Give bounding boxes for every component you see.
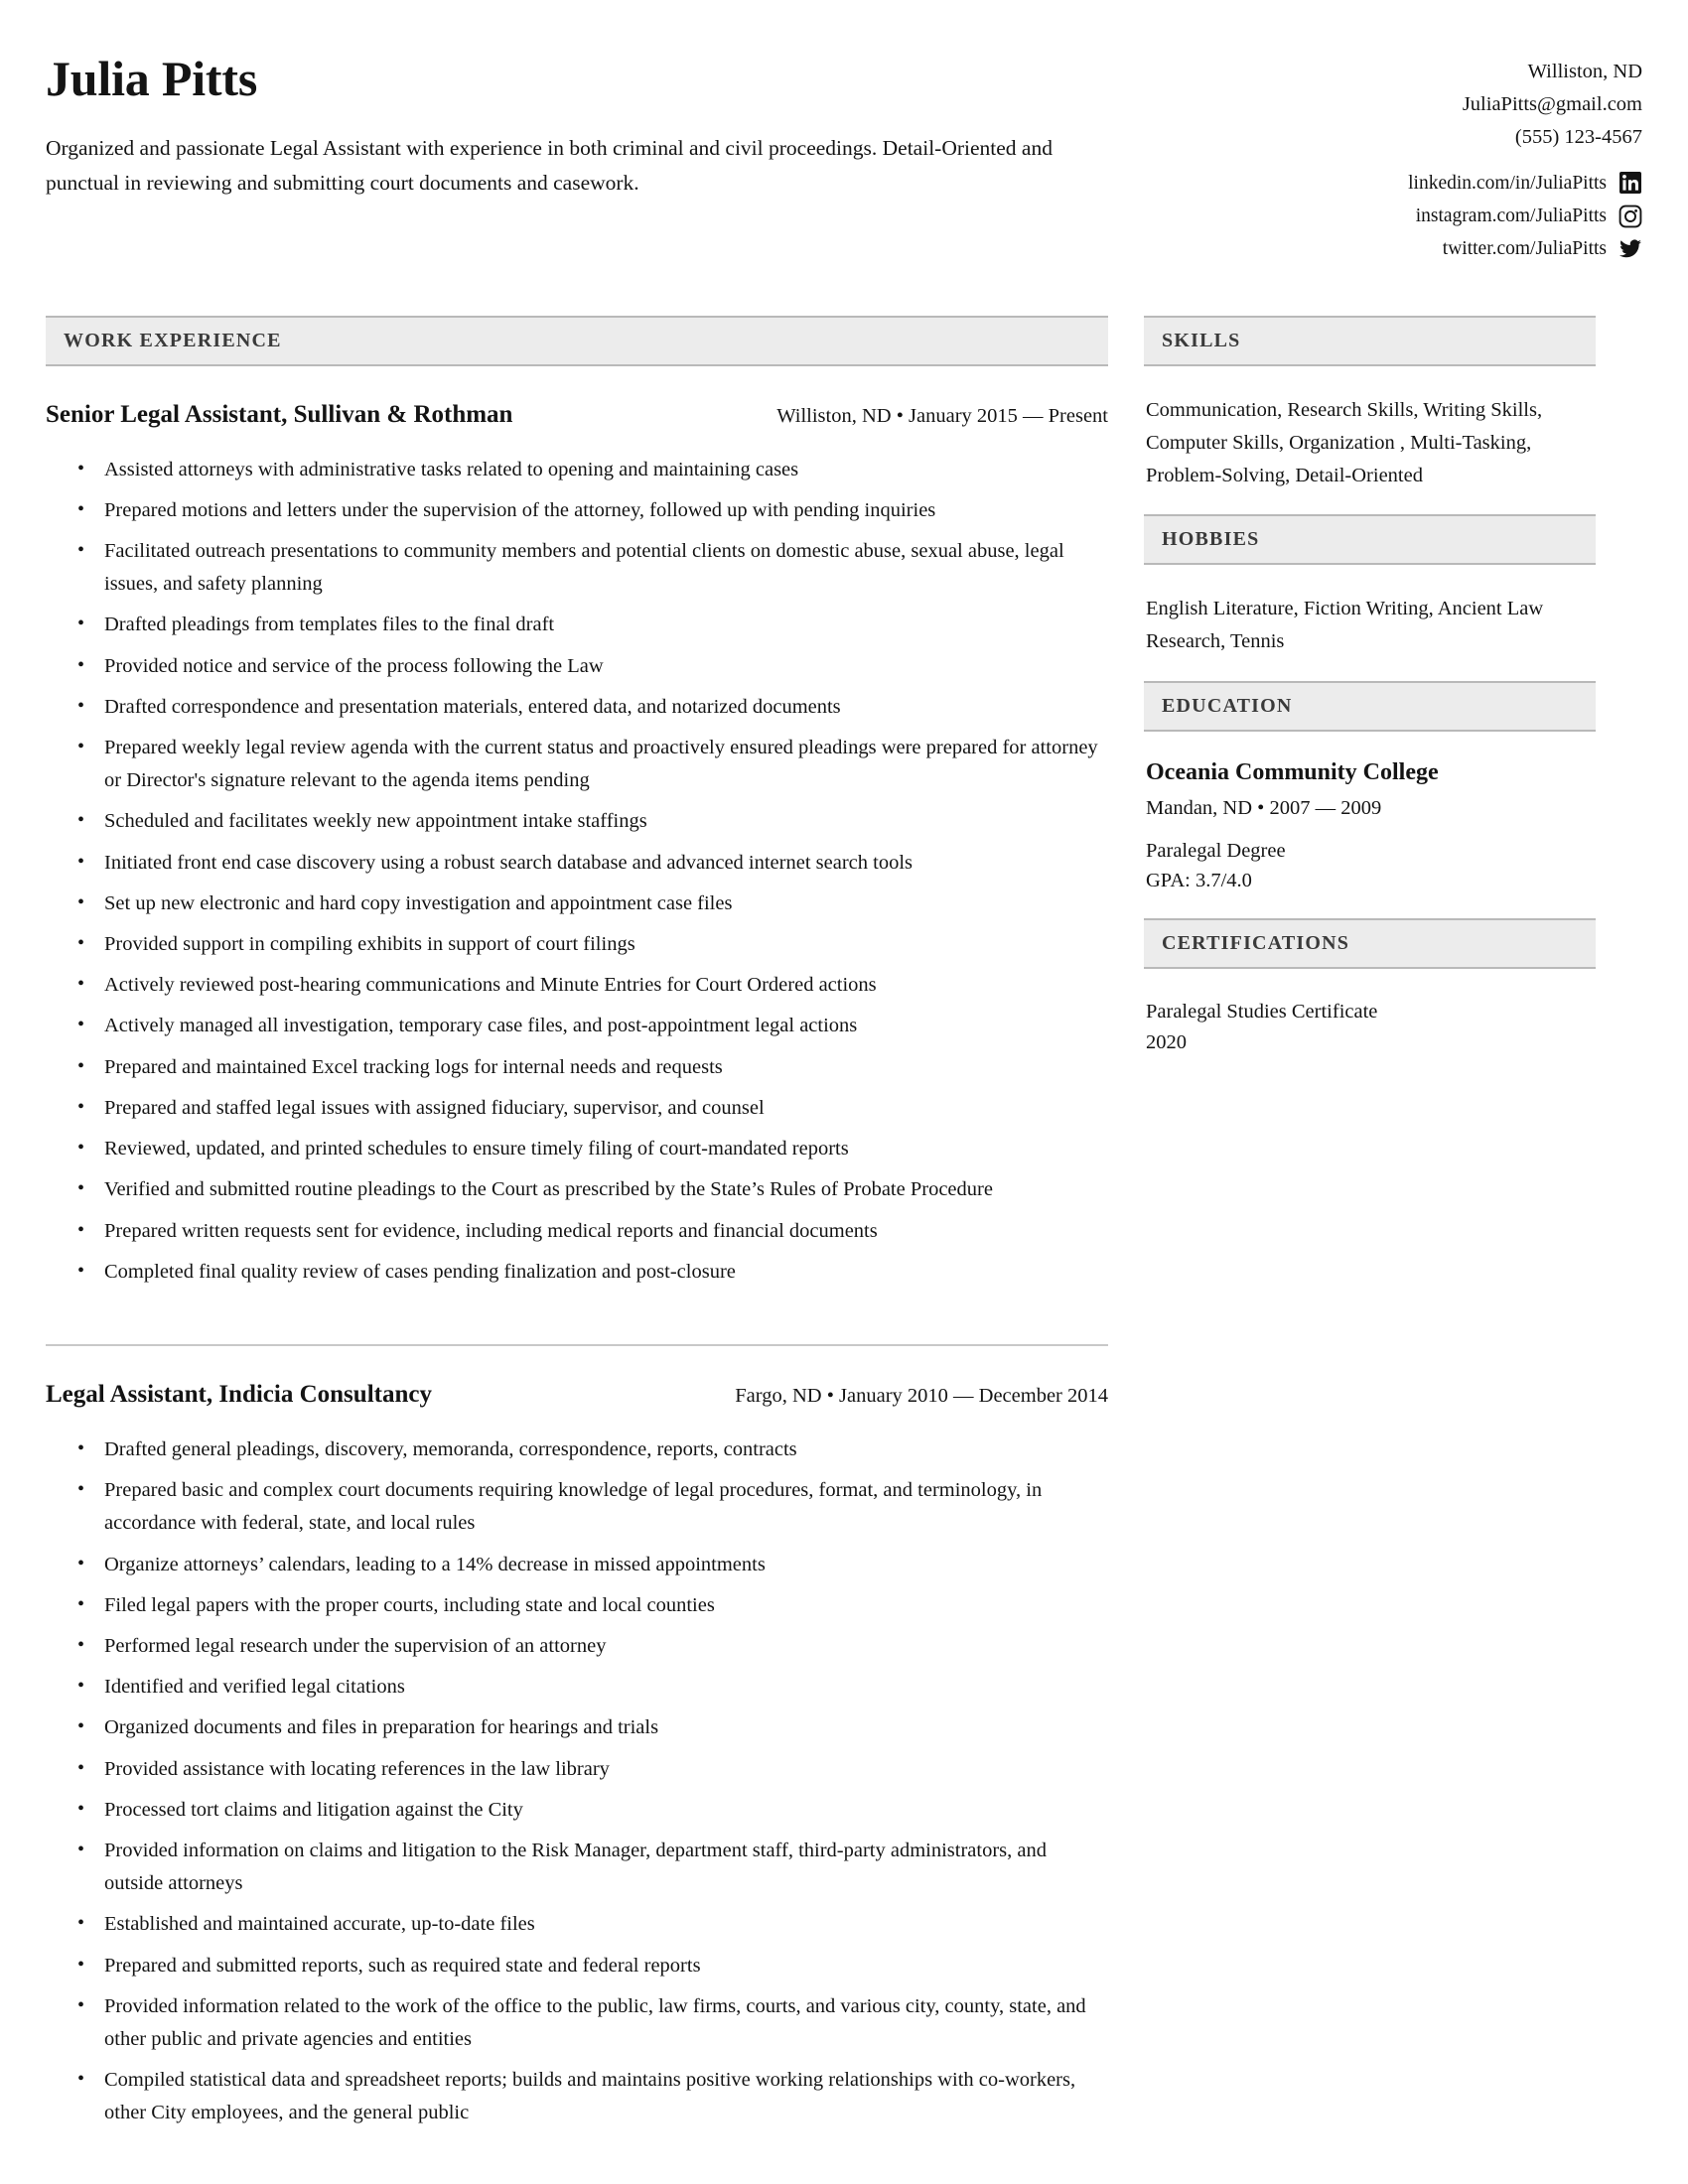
section-header-skills <box>1144 316 1596 366</box>
certification-name: Paralegal Studies Certificate <box>1146 1000 1378 1023</box>
job-title: Legal Assistant, Indicia Consultancy <box>46 1380 432 1408</box>
job-bullet: • Completed final quality review of cases pending finalization and post-closure <box>75 1256 1108 1289</box>
job-bullet: • Established and maintained accurate, up-to-date files <box>75 1908 1108 1941</box>
section-title: SKILLS <box>1162 329 1241 351</box>
job-bullet: • Prepared weekly legal review agenda with the current status and proactively ensured pleadings were prepared for attorney or Director's signature relevant to the agenda items pending <box>75 732 1108 797</box>
sidebar-section-certifications <box>1144 918 1596 1058</box>
section-header-work-experience <box>46 316 1108 366</box>
social-link-twitter[interactable] <box>1176 236 1642 261</box>
job-bullet: • Organize attorneys’ calendars, leading to a 14% decrease in missed appointments <box>75 1549 1108 1581</box>
education-meta: Mandan, ND • 2007 — 2009 <box>1146 796 1382 819</box>
job-bullet: • Prepared and staffed legal issues with assigned fiduciary, supervisor, and counsel <box>75 1092 1108 1125</box>
skills-list: Communication, Research Skills, Writing Skills, Computer Skills, Organization , Multi-Tasking, Problem-Solving, Detail-Oriented <box>1146 398 1543 487</box>
job-bullet: • Organized documents and files in preparation for hearings and trials <box>75 1711 1108 1744</box>
page-title: Julia Pitts <box>46 51 258 106</box>
certification-entry <box>1144 969 1596 1058</box>
section-header-education <box>1144 681 1596 732</box>
social-link-label: twitter.com/JuliaPitts <box>1442 238 1607 260</box>
sidebar-section-hobbies <box>1144 514 1596 658</box>
job-meta: Fargo, ND • January 2010 — December 2014 <box>735 1384 1108 1407</box>
job-header <box>46 400 1108 430</box>
job-bullet: • Prepared and submitted reports, such as required state and federal reports <box>75 1950 1108 1982</box>
job-bullet: • Provided information related to the work of the office to the public, law firms, courts, and various city, county, state, and other public and private agencies and entities <box>75 1990 1108 2056</box>
job-bullet: • Drafted pleadings from templates files to the final draft <box>75 609 1108 641</box>
job-meta: Williston, ND • January 2015 — Present <box>776 404 1108 427</box>
certification-year: 2020 <box>1146 1030 1187 1053</box>
contact-email[interactable]: JuliaPitts@gmail.com <box>1462 93 1642 116</box>
instagram-icon <box>1618 205 1642 228</box>
job-bullet: • Identified and verified legal citations <box>75 1671 1108 1704</box>
resume-body <box>46 316 1642 2138</box>
job-bullet: • Reviewed, updated, and printed schedules to ensure timely filing of court-mandated reports <box>75 1133 1108 1165</box>
education-entry <box>1144 732 1596 896</box>
job-bullet: • Assisted attorneys with administrative tasks related to opening and maintaining cases <box>75 454 1108 486</box>
job-entry <box>46 1346 1108 2130</box>
sidebar-section-skills <box>1144 316 1596 493</box>
job-bullet: • Prepared and maintained Excel tracking logs for internal needs and requests <box>75 1051 1108 1084</box>
job-bullet: • Prepared motions and letters under the supervision of the attorney, followed up with pending inquiries <box>75 494 1108 527</box>
twitter-icon <box>1618 237 1642 261</box>
social-link-label: instagram.com/JuliaPitts <box>1415 205 1607 226</box>
job-entry <box>46 366 1108 1289</box>
job-bullet: • Performed legal research under the supervision of an attorney <box>75 1630 1108 1663</box>
job-header <box>46 1380 1108 1410</box>
job-title: Senior Legal Assistant, Sullivan & Rothman <box>46 400 513 428</box>
job-bullet: • Facilitated outreach presentations to community members and potential clients on domestic abuse, sexual abuse, legal issues, and safety planning <box>75 535 1108 601</box>
job-bullet: • Verified and submitted routine pleadings to the Court as prescribed by the State’s Rules of Probate Procedure <box>75 1173 1108 1206</box>
main-column <box>46 316 1108 2138</box>
job-bullet: • Drafted general pleadings, discovery, memoranda, correspondence, reports, contracts <box>75 1433 1108 1466</box>
education-school: Oceania Community College <box>1146 758 1439 785</box>
sidebar-section-education <box>1144 681 1596 896</box>
section-title: CERTIFICATIONS <box>1162 931 1350 954</box>
social-link-instagram[interactable] <box>1176 204 1642 228</box>
job-bullet-list <box>46 1433 1108 2130</box>
social-link-label: linkedin.com/in/JuliaPitts <box>1408 172 1607 194</box>
job-bullet: • Prepared basic and complex court documents requiring knowledge of legal procedures, format, and terminology, in accordance with federal, state, and local rules <box>75 1474 1108 1540</box>
contact-location: Williston, ND <box>1527 61 1642 82</box>
job-bullet: • Drafted correspondence and presentation materials, entered data, and notarized documents <box>75 691 1108 724</box>
hobbies-list: English Literature, Fiction Writing, Ancient Law Research, Tennis <box>1146 598 1544 653</box>
education-degree: Paralegal Degree <box>1146 840 1286 863</box>
section-header-hobbies <box>1144 514 1596 565</box>
job-bullet: • Actively reviewed post-hearing communications and Minute Entries for Court Ordered actions <box>75 969 1108 1002</box>
section-title: WORK EXPERIENCE <box>64 329 282 351</box>
job-bullet: • Compiled statistical data and spreadsheet reports; builds and maintains positive working relationships with co-workers, other City employees, and the general public <box>75 2064 1108 2129</box>
job-bullet: • Set up new electronic and hard copy investigation and appointment case files <box>75 887 1108 920</box>
resume-header <box>46 40 1642 270</box>
section-header-certifications <box>1144 918 1596 969</box>
job-bullet-list <box>46 454 1108 1289</box>
job-bullet: • Initiated front end case discovery using a robust search database and advanced internet search tools <box>75 847 1108 880</box>
job-bullet: • Provided assistance with locating references in the law library <box>75 1753 1108 1786</box>
section-title: HOBBIES <box>1162 528 1260 551</box>
education-gpa: GPA: 3.7/4.0 <box>1146 870 1252 892</box>
professional-summary: Organized and passionate Legal Assistant with experience in both criminal and civil proceedings. Detail-Oriented and punctual in reviewing and submitting court documents and casework. <box>46 136 1053 195</box>
job-bullet: • Scheduled and facilitates weekly new appointment intake staffings <box>75 805 1108 838</box>
contact-phone[interactable]: (555) 123-4567 <box>1514 126 1642 149</box>
header-identity <box>46 52 1098 201</box>
job-bullet: • Provided support in compiling exhibits in support of court filings <box>75 928 1108 961</box>
social-link-linkedin[interactable] <box>1176 171 1642 196</box>
contact-block <box>1176 52 1642 270</box>
job-bullet: • Provided notice and service of the process following the Law <box>75 650 1108 683</box>
linkedin-icon <box>1618 171 1642 195</box>
job-bullet: • Processed tort claims and litigation against the City <box>75 1794 1108 1827</box>
job-bullet: • Provided information on claims and litigation to the Risk Manager, department staff, third-party administrators, and outside attorneys <box>75 1835 1108 1900</box>
job-bullet: • Prepared written requests sent for evidence, including medical reports and financial documents <box>75 1215 1108 1248</box>
job-bullet: • Actively managed all investigation, temporary case files, and post-appointment legal actions <box>75 1010 1108 1042</box>
social-links <box>1176 171 1642 262</box>
job-bullet: • Filed legal papers with the proper courts, including state and local counties <box>75 1589 1108 1622</box>
section-title: EDUCATION <box>1162 694 1293 717</box>
sidebar-column <box>1144 316 1596 1080</box>
